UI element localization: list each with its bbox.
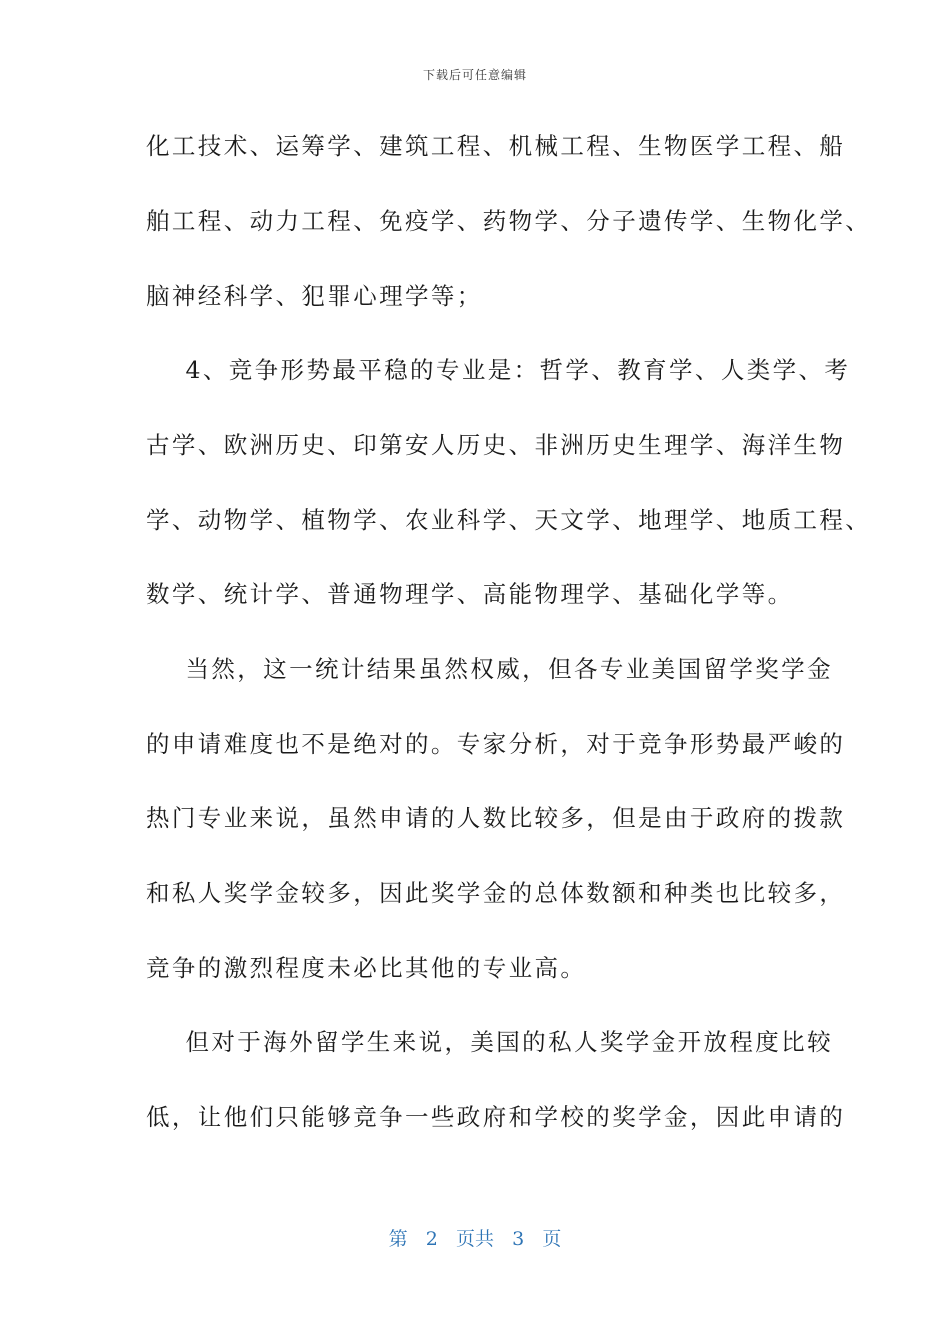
text-line: 4、竞争形势最平稳的专业是：哲学、教育学、人类学、考 bbox=[146, 356, 851, 384]
text-line: 舶工程、动力工程、免疫学、药物学、分子遗传学、生物化学、 bbox=[146, 207, 872, 235]
text-line: 但对于海外留学生来说，美国的私人奖学金开放程度比较 bbox=[146, 1028, 833, 1056]
footer-middle: 页共 bbox=[455, 1228, 494, 1250]
text-line: 热门专业来说，虽然申请的人数比较多，但是由于政府的拨款 bbox=[146, 804, 846, 832]
total-pages-number: 3 bbox=[512, 1228, 525, 1250]
footer-suffix: 页 bbox=[542, 1228, 562, 1250]
text-line: 低，让他们只能够竞争一些政府和学校的奖学金，因此申请的 bbox=[146, 1103, 846, 1131]
page-footer bbox=[0, 1224, 950, 1251]
text-line: 数学、统计学、普通物理学、高能物理学、基础化学等。 bbox=[146, 580, 794, 608]
text-line: 古学、欧洲历史、印第安人历史、非洲历史生理学、海洋生物 bbox=[146, 431, 846, 459]
text-line: 脑神经科学、犯罪心理学等； bbox=[146, 282, 483, 310]
text-line: 和私人奖学金较多，因此奖学金的总体数额和种类也比较多， bbox=[146, 879, 846, 907]
text-line: 学、动物学、植物学、农业科学、天文学、地理学、地质工程、 bbox=[146, 506, 872, 534]
text-line: 的申请难度也不是绝对的。专家分析，对于竞争形势最严峻的 bbox=[146, 730, 846, 758]
page-header: 下载后可任意编辑 bbox=[422, 68, 527, 82]
footer-prefix: 第 bbox=[388, 1228, 408, 1250]
text-line: 化工技术、运筹学、建筑工程、机械工程、生物医学工程、船 bbox=[146, 132, 846, 160]
text-line: 竞争的激烈程度未必比其他的专业高。 bbox=[146, 954, 587, 982]
text-line: 当然，这一统计结果虽然权威，但各专业美国留学奖学金 bbox=[146, 655, 833, 683]
current-page-number: 2 bbox=[425, 1228, 438, 1250]
